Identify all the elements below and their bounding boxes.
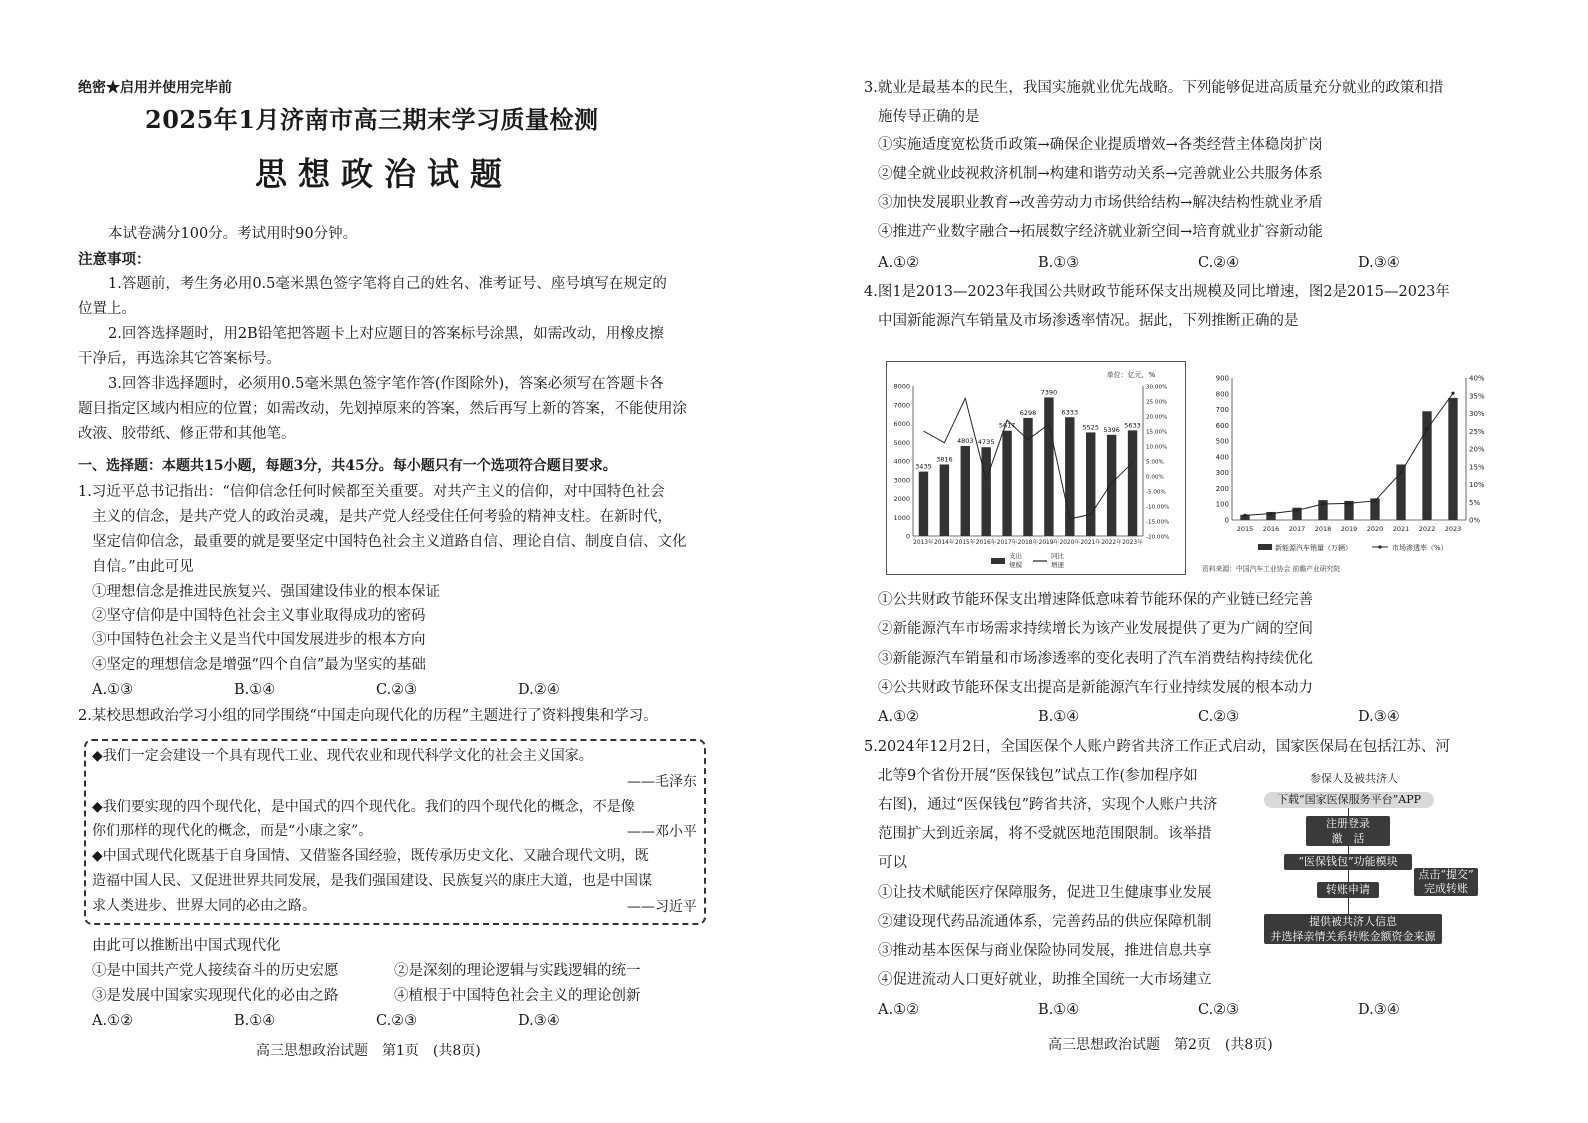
x-tick-label: 2020 — [1366, 525, 1384, 533]
line-point — [1295, 509, 1298, 512]
q3-statement-1: ①实施适度宽松货币政策→确保企业提质增效→各类经营主体稳岗扩岗 — [878, 137, 1323, 153]
y-tick-label: 4000 — [893, 457, 910, 466]
q5-stem-5: 可以 — [878, 855, 907, 871]
confidential-label: 绝密★启用并使用完毕前 — [78, 80, 232, 96]
bar — [1086, 432, 1095, 536]
y-tick-label: 1000 — [893, 513, 910, 522]
q2-option-a[interactable]: A.①② — [92, 1013, 134, 1029]
q1-stem-3: 坚定信仰信念，最重要的就是要坚定中国特色社会主义道路自信、理论自信、制度自信、文化 — [92, 534, 687, 550]
q3-stem-2: 施传导正确的是 — [878, 109, 980, 125]
q1-statement-4: ④坚定的理想信念是增强“四个自信”最为坚实的基础 — [92, 657, 426, 673]
legend-label-line: 市场渗透率（%） — [1392, 544, 1448, 552]
y2-tick-label: 0.00% — [1146, 474, 1164, 481]
legend-label-bar: 支出 — [1009, 552, 1022, 560]
flow-arrow-2 — [1348, 846, 1349, 854]
bar — [1044, 397, 1053, 536]
q1-statement-1: ①理想信念是推进民族复兴、强国建设伟业的根本保证 — [92, 584, 440, 600]
notice-title: 注意事项： — [78, 251, 151, 268]
q2-quote-mao: ◆我们一定会建设一个具有现代工业、现代农业和现代科学文化的社会主义国家。 — [92, 748, 593, 764]
notice-2-cont: 干净后，再选涂其它答案标号。 — [78, 351, 281, 367]
q3-option-b[interactable]: B.①③ — [1038, 255, 1080, 271]
legend-swatch-bar — [991, 558, 1005, 564]
flow-step-info — [1264, 914, 1442, 944]
flow-submit-note — [1414, 868, 1478, 896]
x-tick-label: 2023年 — [1122, 540, 1143, 546]
q5-statement-2: ②建设现代药品流通体系，完善药品的供应保障机制 — [878, 914, 1212, 930]
y-tick-label: 7000 — [893, 401, 910, 410]
q2-stem: 2.某校思想政治学习小组的同学围绕“中国走向现代化的历程”主题进行了资料搜集和学习。 — [78, 708, 658, 724]
line-point — [1373, 499, 1376, 502]
notice-3-cont2: 改液、胶带纸、修正带和其他笔。 — [78, 426, 296, 442]
q2-statement-2: ②是深刻的理论逻辑与实践逻辑的统一 — [394, 963, 641, 979]
y2-tick-label: 20.00% — [1146, 414, 1168, 421]
q4-statement-2: ②新能源汽车市场需求持续增长为该产业发展提供了更为广阔的空间 — [878, 621, 1313, 637]
q1-option-d[interactable]: D.②④ — [518, 682, 560, 698]
footer-page-1: 高三思想政治试题 第1页 (共8页) — [256, 1043, 481, 1059]
q2-sig-xi: ——习近平 — [627, 899, 697, 915]
exam-title: 2025年1月济南市高三期末学习质量检测 — [145, 105, 599, 134]
q1-statement-2: ②坚守信仰是中国特色社会主义事业取得成功的密码 — [92, 608, 426, 624]
y-tick-label: 400 — [1215, 453, 1229, 462]
bar — [981, 447, 990, 536]
q5-options — [878, 1000, 1518, 1020]
q1-stem-4: 自信。”由此可见 — [92, 559, 194, 575]
y2-tick-label: 0% — [1469, 516, 1481, 525]
q2-statements-row-2 — [92, 986, 696, 1006]
bar — [919, 472, 928, 536]
q2-quote-xi-2: 造福中国人民、又促进世界共同发展，是我们强国建设、民族复兴的康庄大道，也是中国谋 — [92, 873, 652, 889]
y2-tick-label: 10.00% — [1146, 444, 1168, 451]
y2-tick-label: 5% — [1469, 498, 1481, 507]
q2-statement-3: ③是发展中国家实现现代化的必由之路 — [92, 988, 339, 1004]
line-point — [1269, 512, 1272, 515]
flow-arrow-3 — [1348, 870, 1349, 882]
footer-page-2: 高三思想政治试题 第2页 (共8页) — [1048, 1037, 1273, 1053]
notice-3: 3.回答非选择题时，必须用0.5毫米黑色签字笔作答(作图除外)，答案必须写在答题卡各 — [108, 376, 664, 392]
notice-3-cont: 题目指定区域内相应的位置；如需改动，先划掉原来的答案，然后再写上新的答案，不能使用涂 — [78, 401, 687, 417]
q2-option-c[interactable]: C.②③ — [376, 1013, 418, 1029]
chart-2-source: 资料来源：中国汽车工业协会 前瞻产业研究院 — [1202, 565, 1341, 573]
flow-submit-label: 点击“提交” — [1418, 868, 1474, 881]
bar — [1107, 435, 1116, 536]
q4-statement-1: ①公共财政节能环保支出增速降低意味着节能环保的产业链已经完善 — [878, 592, 1313, 608]
notice-1-cont: 位置上。 — [78, 301, 136, 317]
q5-statement-4: ④促进流动人口更好就业，助推全国统一大市场建立 — [878, 972, 1212, 988]
flow-step-transfer: 转账申请 — [1317, 882, 1379, 898]
q3-option-a[interactable]: A.①② — [878, 255, 920, 271]
flow-arrow-1 — [1348, 808, 1349, 816]
q5-stem-1: 5.2024年12月2日，全国医保个人账户跨省共济工作正式启动，国家医保局在包括江苏、河 — [864, 739, 1450, 755]
y-tick-label: 8000 — [893, 382, 910, 391]
legend-label-line-2: 增速 — [1051, 561, 1064, 569]
bar-value-label: 3816 — [936, 455, 953, 464]
q4-option-b[interactable]: B.①④ — [1038, 709, 1080, 725]
q2-option-b[interactable]: B.①④ — [234, 1013, 276, 1029]
y-tick-label: 200 — [1215, 484, 1229, 493]
y-tick-label: 0 — [905, 532, 910, 541]
subject-title: 思想政治试题 — [255, 155, 514, 193]
q5-option-d[interactable]: D.③④ — [1358, 1002, 1400, 1018]
x-tick-label: 2018年 — [1017, 540, 1039, 546]
x-tick-label: 2017年 — [996, 540, 1018, 546]
q2-options — [92, 1011, 660, 1031]
y-tick-label: 100 — [1215, 500, 1229, 509]
q5-stem-3: 右图)，通过“医保钱包”跨省共济，实现个人账户共济 — [878, 797, 1218, 813]
bar — [961, 446, 970, 536]
q3-statement-2: ②健全就业歧视救济机制→构建和谐劳动关系→完善就业公共服务体系 — [878, 166, 1323, 182]
bar — [940, 464, 949, 536]
y-tick-label: 2000 — [893, 495, 910, 503]
y2-tick-label: 35% — [1469, 392, 1485, 401]
y2-tick-label: -10.00% — [1146, 504, 1170, 511]
q2-quote-deng-1: ◆我们要实现的四个现代化，是中国式的四个现代化。我们的四个现代化的概念，不是像 — [92, 799, 635, 815]
y-tick-label: 3000 — [893, 476, 910, 485]
q1-option-a[interactable]: A.①③ — [92, 682, 134, 698]
x-tick-label: 2016年 — [975, 540, 997, 546]
q2-quote-xi-1: ◆中国式现代化既基于自身国情、又借鉴各国经验，既传承历史文化、又融合现代文明，既 — [92, 848, 649, 864]
series-line — [1245, 393, 1453, 515]
x-tick-label: 2013年 — [913, 540, 934, 546]
line-point — [1451, 392, 1454, 395]
y2-tick-label: 5.00% — [1146, 459, 1164, 466]
x-tick-label: 2016 — [1262, 525, 1280, 533]
y2-tick-label: -15.00% — [1146, 519, 1170, 526]
bar — [1128, 430, 1137, 536]
q1-options — [92, 680, 660, 700]
line-point — [1347, 502, 1350, 505]
q3-statement-3: ③加快发展职业教育→改善劳动力市场供给结构→解决结构性就业矛盾 — [878, 195, 1323, 211]
q5-statement-3: ③推动基本医保与商业保险协同发展，推进信息共享 — [878, 943, 1212, 959]
legend-marker — [1378, 545, 1381, 548]
y-tick-label: 6000 — [893, 420, 910, 428]
bar-value-label: 3435 — [915, 462, 932, 471]
x-tick-label: 2015 — [1236, 525, 1254, 533]
y2-tick-label: 25% — [1469, 427, 1485, 436]
flow-title: 参保人及被共济人 — [1310, 772, 1398, 785]
flow-step-info-2: 并选择亲情关系转账金额资金来源 — [1270, 930, 1436, 943]
q4-option-d[interactable]: D.③④ — [1358, 709, 1400, 725]
q5-statement-1: ①让技术赋能医疗保障服务，促进卫生健康事业发展 — [878, 885, 1212, 901]
legend-label-bar: 新能源汽车销量（万辆） — [1275, 544, 1352, 552]
x-tick-label: 2015年 — [954, 540, 976, 546]
q3-options — [878, 253, 1518, 273]
bar-value-label: 5633 — [1124, 421, 1141, 430]
flow-arrow-4 — [1348, 898, 1349, 914]
y2-tick-label: 15% — [1469, 463, 1485, 472]
x-tick-label: 2018 — [1314, 525, 1332, 533]
score-time-note: 本试卷满分100分。考试用时90分钟。 — [108, 226, 358, 242]
legend-label-bar-2: 规模 — [1009, 561, 1022, 569]
bar-value-label: 5617 — [998, 421, 1016, 430]
y2-tick-label: 30% — [1469, 410, 1485, 418]
q2-statement-4: ④植根于中国特色社会主义的理论创新 — [394, 988, 641, 1004]
q4-statement-3: ③新能源汽车销量和市场渗透率的变化表明了汽车消费结构持续优化 — [878, 651, 1313, 667]
x-tick-label: 2022年 — [1101, 540, 1122, 546]
flow-step-download: 下载“国家医保服务平台”APP — [1264, 792, 1434, 808]
q5-stem-2: 北等9个省份开展“医保钱包”试点工作(参加程序如 — [878, 768, 1198, 784]
chart-1-unit-label: 单位：亿元，% — [1106, 371, 1156, 379]
q2-quote-xi-3: 求人类进步、世界大同的必由之路。 — [92, 898, 316, 914]
q2-option-d[interactable]: D.③④ — [518, 1013, 560, 1029]
flow-complete-label: 完成转账 — [1424, 882, 1468, 895]
bar-value-label: 5525 — [1082, 423, 1100, 432]
legend-label-line: 同比 — [1051, 552, 1064, 560]
bar-value-label: 6298 — [1019, 408, 1037, 417]
q4-option-a[interactable]: A.①② — [878, 709, 920, 725]
x-tick-label: 2022 — [1418, 525, 1436, 533]
q5-stem-4: 范围扩大到近亲属，将不受就医地范围限制。该举措 — [878, 826, 1212, 842]
q2-statement-1: ①是中国共产党人接续奋斗的历史宏愿 — [92, 963, 339, 979]
q3-option-d[interactable]: D.③④ — [1358, 255, 1400, 271]
flow-step-register — [1306, 816, 1390, 846]
bar — [1448, 398, 1457, 520]
y2-tick-label: -5.00% — [1146, 489, 1166, 496]
y-tick-label: 500 — [1215, 437, 1229, 446]
bar-value-label: 4803 — [956, 436, 974, 445]
x-tick-label: 2019 — [1340, 525, 1358, 533]
notice-1: 1.答题前，考生务必用0.5毫米黑色签字笔将自己的姓名、准考证号、座号填写在规定的 — [108, 276, 667, 292]
line-point — [1321, 502, 1324, 505]
chart-2-nev-sales — [1194, 364, 1514, 576]
q5-option-a[interactable]: A.①② — [878, 1002, 920, 1018]
q5-option-b[interactable]: B.①④ — [1038, 1002, 1080, 1018]
bar — [1002, 431, 1011, 536]
x-tick-label: 2021年 — [1080, 540, 1102, 546]
chart-1-frame — [886, 361, 1186, 575]
section-1-title: 一、选择题：本题共15小题，每题3分，共45分。每小题只有一个选项符合题目要求。 — [78, 458, 617, 474]
legend-swatch-bar — [1258, 544, 1272, 550]
q2-sig-mao: ——毛泽东 — [627, 774, 697, 790]
y-tick-label: 600 — [1215, 421, 1229, 430]
y2-tick-label: 25.00% — [1146, 399, 1168, 406]
x-tick-label: 2020年 — [1059, 540, 1081, 546]
q4-stem-1: 4.图1是2013—2023年我国公共财政节能环保支出规模及同比增速，图2是2015—2023年 — [864, 284, 1450, 300]
y-tick-label: 700 — [1215, 406, 1229, 415]
q1-option-c[interactable]: C.②③ — [376, 682, 418, 698]
q2-sig-deng: ——邓小平 — [627, 824, 697, 840]
x-tick-label: 2021 — [1392, 525, 1410, 533]
q4-options — [878, 707, 1518, 727]
y-tick-label: 300 — [1215, 469, 1229, 478]
q3-stem-1: 3.就业是最基本的民生，我国实施就业优先战略。下列能够促进高质量充分就业的政策和措 — [864, 80, 1444, 96]
q1-option-b[interactable]: B.①④ — [234, 682, 276, 698]
flow-step-info-1: 提供被共济人信息 — [1309, 915, 1397, 928]
y2-tick-label: 15.00% — [1146, 429, 1168, 436]
bar-value-label: 4735 — [977, 438, 995, 447]
q5-option-c[interactable]: C.②③ — [1198, 1002, 1240, 1018]
y2-tick-label: 20% — [1469, 445, 1485, 454]
y-tick-label: 0 — [1224, 516, 1229, 525]
y2-tick-label: 30.00% — [1146, 384, 1168, 391]
line-point — [1399, 471, 1402, 474]
q1-stem-1: 1.习近平总书记指出：“信仰信念任何时候都至关重要。对共产主义的信仰，对中国特色社会 — [78, 484, 665, 500]
q4-option-c[interactable]: C.②③ — [1198, 709, 1240, 725]
bar — [1023, 418, 1032, 536]
y-tick-label: 5000 — [893, 438, 910, 447]
q2-quote-deng-2: 你们那样的现代化的概念，而是“小康之家”。 — [92, 823, 373, 839]
q3-option-c[interactable]: C.②④ — [1198, 255, 1240, 271]
x-tick-label: 2014年 — [934, 540, 955, 546]
x-tick-label: 2017 — [1288, 525, 1306, 533]
page-2 — [794, 0, 1588, 1123]
q4-statement-4: ④公共财政节能环保支出提高是新能源汽车行业持续发展的根本动力 — [878, 680, 1313, 696]
bar-value-label: 6333 — [1061, 408, 1079, 417]
chart-1-energy-spending — [887, 362, 1185, 574]
line-point — [1425, 428, 1428, 431]
q3-statement-4: ④推进产业数字融合→拓展数字经济就业新空间→培育就业扩容新动能 — [878, 224, 1323, 240]
line-point — [1243, 514, 1246, 517]
bar-value-label: 7390 — [1040, 388, 1058, 397]
x-tick-label: 2023 — [1444, 525, 1462, 533]
chart-2-frame — [1194, 364, 1514, 576]
y2-tick-label: 10% — [1469, 481, 1485, 489]
bar-value-label: 5396 — [1103, 425, 1120, 434]
y-tick-label: 900 — [1215, 374, 1229, 383]
notice-2: 2.回答选择题时，用2B铅笔把答题卡上对应题目的答案标号涂黑，如需改动，用橡皮擦 — [108, 326, 664, 342]
q1-statement-3: ③中国特色社会主义是当代中国发展进步的根本方向 — [92, 632, 426, 648]
y2-tick-label: -20.00% — [1146, 534, 1170, 541]
flow-step-activate-label: 激 活 — [1331, 832, 1365, 845]
y-tick-label: 800 — [1215, 390, 1229, 399]
q2-statements-row-1 — [92, 961, 696, 981]
q2-lead: 由此可以推断出中国式现代化 — [92, 938, 281, 954]
x-tick-label: 2019年 — [1038, 540, 1060, 546]
y2-tick-label: 40% — [1469, 374, 1485, 383]
q1-stem-2: 主义的信念，是共产党人的政治灵魂，是共产党人经受住任何考验的精神支柱。在新时代， — [92, 509, 672, 525]
flow-step-register-label: 注册登录 — [1326, 817, 1370, 830]
flow-step-module: “医保钱包”功能模块 — [1284, 854, 1412, 870]
q4-stem-2: 中国新能源汽车销量及市场渗透率情况。据此，下列推断正确的是 — [878, 313, 1299, 329]
